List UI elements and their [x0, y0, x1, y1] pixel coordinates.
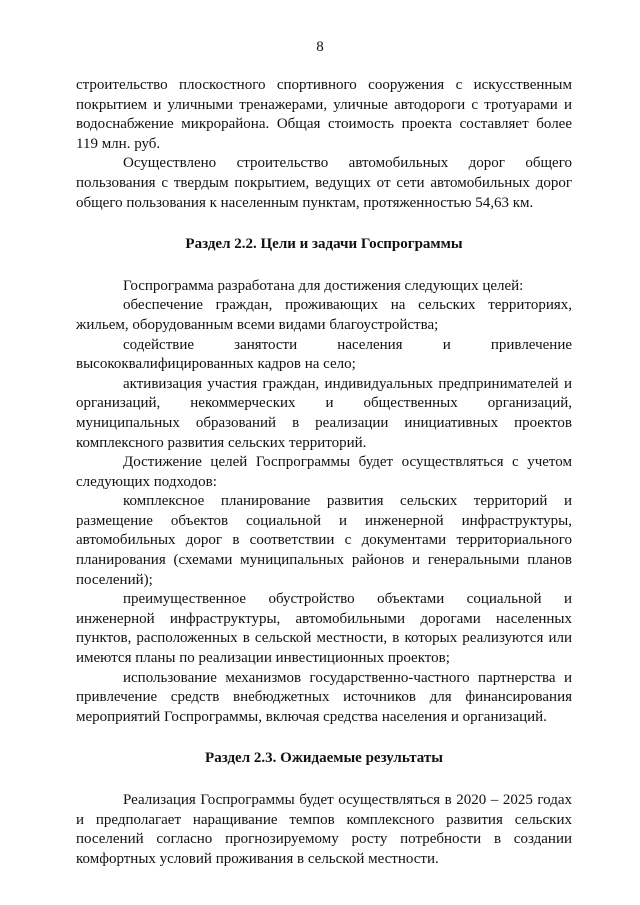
document-body — [76, 76, 572, 869]
paragraph: обеспечение граждан, проживающих на сельских территориях, жильем, оборудованным всеми видами благоустройства; — [76, 297, 572, 333]
section-heading: Раздел 2.2. Цели и задачи Госпрограммы — [185, 236, 463, 253]
paragraph: Достижение целей Госпрограммы будет осуществляться с учетом следующих подходов: — [76, 454, 572, 490]
paragraph: активизация участия граждан, индивидуальных предпринимателей и организаций, некоммерческих и общественных организаций, муниципальных образований в реализации инициативных проектов комплексного развития сельских территорий. — [76, 375, 572, 451]
paragraph: содействие занятости населения и привлечение высококвалифицированных кадров на село; — [76, 336, 572, 373]
paragraph: комплексное планирование развития сельских территорий и размещение объектов социальной и инженерной инфраструктуры, автомобильных дорог в соответствии с документами территориального планирования (схемами муниципальных районов и генеральными планов поселений); — [76, 493, 572, 588]
paragraph: преимущественное обустройство объектами социальной и инженерной инфраструктуры, автомобильными дорогами населенных пунктов, расположенных в сельской местности, в которых реализуются или имеются планы по реализации инвестиционных проектов; — [76, 591, 572, 667]
paragraph: строительство плоскостного спортивного сооружения с искусственным покрытием и уличными тренажерами, уличные автодороги с тротуарами и водоснабжение микрорайона. Общая стоимость проекта составляет более 119 млн. руб. — [76, 77, 572, 152]
page-number: 8 — [316, 39, 324, 55]
paragraph: Госпрограмма разработана для достижения следующих целей: — [123, 277, 524, 294]
paragraph: использование механизмов государственно-частного партнерства и привлечение средств внебюджетных источников для финансирования мероприятий Госпрограммы, включая средства населения и организаций. — [76, 669, 572, 725]
section-heading: Раздел 2.3. Ожидаемые результаты — [205, 750, 443, 767]
paragraph: Осуществлено строительство автомобильных дорог общего пользования с твердым покрытием, ведущих от сети автомобильных дорог общего пользования к населенным пунктам, протяженностью 54,63 км. — [76, 155, 572, 211]
paragraph: Реализация Госпрограммы будет осуществляться в 2020 – 2025 годах и предполагает наращивание темпов комплексного развития сельских поселений согласно прогнозируемому росту потребности в создании комфортных условий проживания в сельской местности. — [76, 792, 572, 867]
